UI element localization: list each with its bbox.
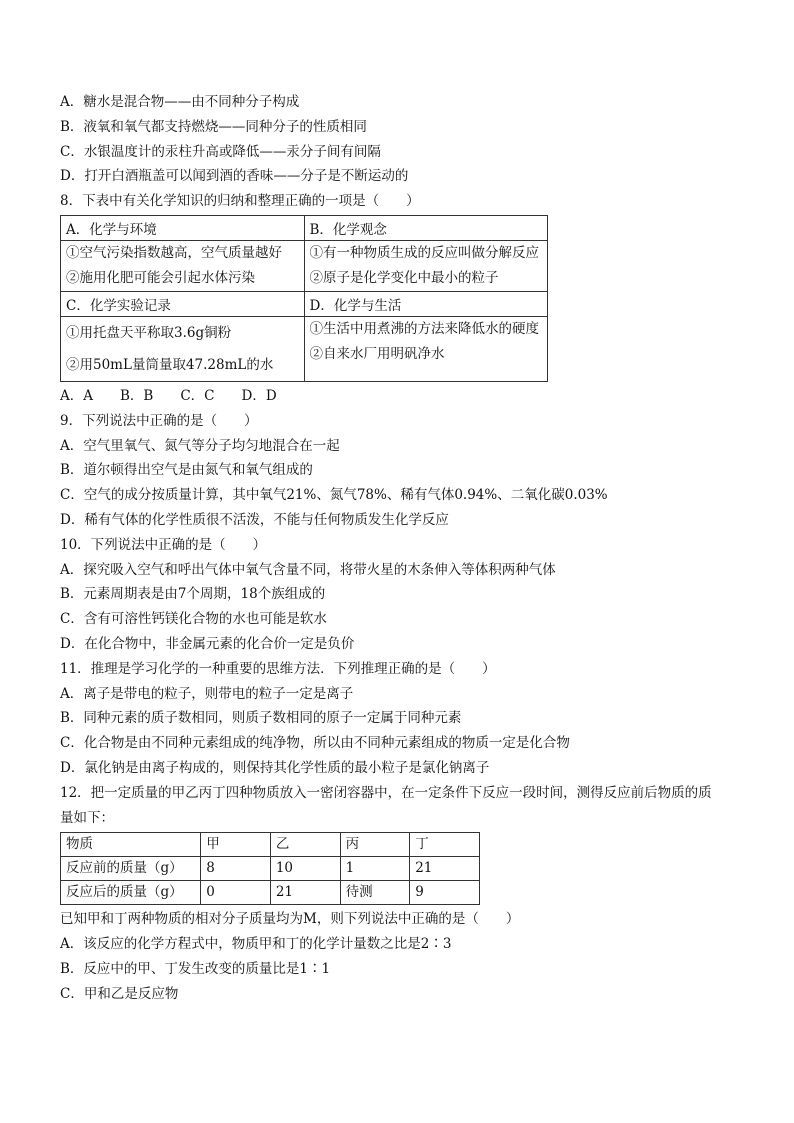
q12-table-row-before xyxy=(61,857,480,881)
q8-cell-a-head: A．化学与环境 xyxy=(61,215,305,240)
q10-option-a: A．探究吸入空气和呼出气体中氧气含量不同，将带火星的木条伸入等体积两种气体 xyxy=(60,561,556,578)
q9-option-d: D．稀有气体的化学性质很不活泼，不能与任何物质发生化学反应 xyxy=(60,511,449,528)
table-cell: 待测 xyxy=(340,881,410,905)
q8-c-item-2: ②用50mL量筒量取47.28mL的水 xyxy=(66,356,274,373)
q7-option-c: C．水银温度计的汞柱升高或降低——汞分子间有间隔 xyxy=(60,143,381,160)
q11-option-b: B．同种元素的质子数相同，则质子数相同的原子一定属于同种元素 xyxy=(60,710,462,727)
q11-option-c: C．化合物是由不同种元素组成的纯净物，所以由不同种元素组成的物质一定是化合物 xyxy=(60,735,570,752)
q12-table-row-after xyxy=(61,881,480,905)
q8-b-item-2: ②原子是化学变化中最小的粒子 xyxy=(309,269,499,286)
table-cell: 乙 xyxy=(270,833,340,857)
q8-c-item-1: ①用托盘天平称取3.6g铜粉 xyxy=(66,324,232,341)
q8-cell-b-head: B．化学观念 xyxy=(304,215,548,240)
q10-stem: 10．下列说法中正确的是（ ） xyxy=(60,536,267,553)
q9-stem: 9．下列说法中正确的是（ ） xyxy=(60,412,258,429)
table-cell: 21 xyxy=(270,881,340,905)
table-cell: 0 xyxy=(201,881,271,905)
table-cell: 物质 xyxy=(61,833,201,857)
table-cell: 反应后的质量（g） xyxy=(61,881,201,905)
q9-option-a: A．空气里氧气、氮气等分子均匀地混合在一起 xyxy=(60,437,340,454)
q10-option-b: B．元素周期表是由7个周期，18个族组成的 xyxy=(60,586,326,603)
q8-a-item-2: ②施用化肥可能会引起水体污染 xyxy=(66,269,255,286)
q11-option-d: D．氯化钠是由离子构成的，则保持其化学性质的最小粒子是氯化钠离子 xyxy=(60,759,490,776)
q8-d-item-1: ①生活中用煮沸的方法来降低水的硬度 xyxy=(309,320,539,337)
q10-option-c: C．含有可溶性钙镁化合物的水也可能是软水 xyxy=(60,611,327,628)
q8-cell-c-head: C．化学实验记录 xyxy=(61,291,305,316)
q9-option-c: C．空气的成分按质量计算，其中氧气21%、氮气78%、稀有气体0.94%、二氧化碳0.03% xyxy=(60,487,608,504)
table-cell: 21 xyxy=(410,857,480,881)
q12-mass-table xyxy=(60,832,480,905)
q12-stem-line-2: 量如下： xyxy=(60,809,114,826)
q12-option-c: C．甲和乙是反应物 xyxy=(60,985,179,1002)
q8-b-item-1: ①有一种物质生成的反应叫做分解反应 xyxy=(309,244,539,261)
q8-choices: A．A B．B C．C D．D xyxy=(60,387,277,404)
q12-option-b: B．反应中的甲、丁发生改变的质量比是1∶1 xyxy=(60,960,331,977)
table-cell: 1 xyxy=(340,857,410,881)
q11-option-a: A．离子是带电的粒子，则带电的粒子一定是离子 xyxy=(60,685,354,702)
q8-cell-b-body xyxy=(304,240,548,291)
q7-option-d: D．打开白酒瓶盖可以闻到酒的香味——分子是不断运动的 xyxy=(60,168,409,185)
q12-stem-line-1: 12．把一定质量的甲乙丙丁四种物质放入一密闭容器中，在一定条件下反应一段时间，测得反应前后物质的质 xyxy=(60,784,712,801)
q7-option-a: A．糖水是混合物——由不同种分子构成 xyxy=(60,94,300,110)
table-cell: 10 xyxy=(270,857,340,881)
q8-cell-d-head: D．化学与生活 xyxy=(304,291,548,316)
q12-table-header-row xyxy=(61,833,480,857)
q11-stem: 11．推理是学习化学的一种重要的思维方法．下列推理正确的是（ ） xyxy=(60,660,496,677)
exam-page xyxy=(60,90,750,1007)
table-cell: 丙 xyxy=(340,833,410,857)
q10-option-d: D．在化合物中，非金属元素的化合价一定是负价 xyxy=(60,635,355,652)
q8-cell-c-body xyxy=(61,316,305,381)
q8-table xyxy=(60,215,548,382)
q12-stem-line-3: 已知甲和丁两种物质的相对分子质量均为M，则下列说法中正确的是（ ） xyxy=(60,911,520,928)
q8-cell-d-body xyxy=(304,316,548,381)
q8-d-item-2: ②自来水厂用明矾净水 xyxy=(309,345,445,362)
q8-a-item-1: ①空气污染指数越高，空气质量越好 xyxy=(66,244,282,261)
q8-stem: 8．下表中有关化学知识的归纳和整理正确的一项是（ ） xyxy=(60,193,420,210)
table-cell: 丁 xyxy=(410,833,480,857)
q7-option-b: B．液氧和氧气都支持燃烧——同种分子的性质相同 xyxy=(60,118,367,135)
q12-option-a: A．该反应的化学方程式中，物质甲和丁的化学计量数之比是2∶3 xyxy=(60,936,452,953)
table-cell: 甲 xyxy=(201,833,271,857)
table-cell: 8 xyxy=(201,857,271,881)
q8-cell-a-body xyxy=(61,240,305,291)
q9-option-b: B．道尔顿得出空气是由氮气和氧气组成的 xyxy=(60,462,313,479)
table-cell: 反应前的质量（g） xyxy=(61,857,201,881)
table-cell: 9 xyxy=(410,881,480,905)
